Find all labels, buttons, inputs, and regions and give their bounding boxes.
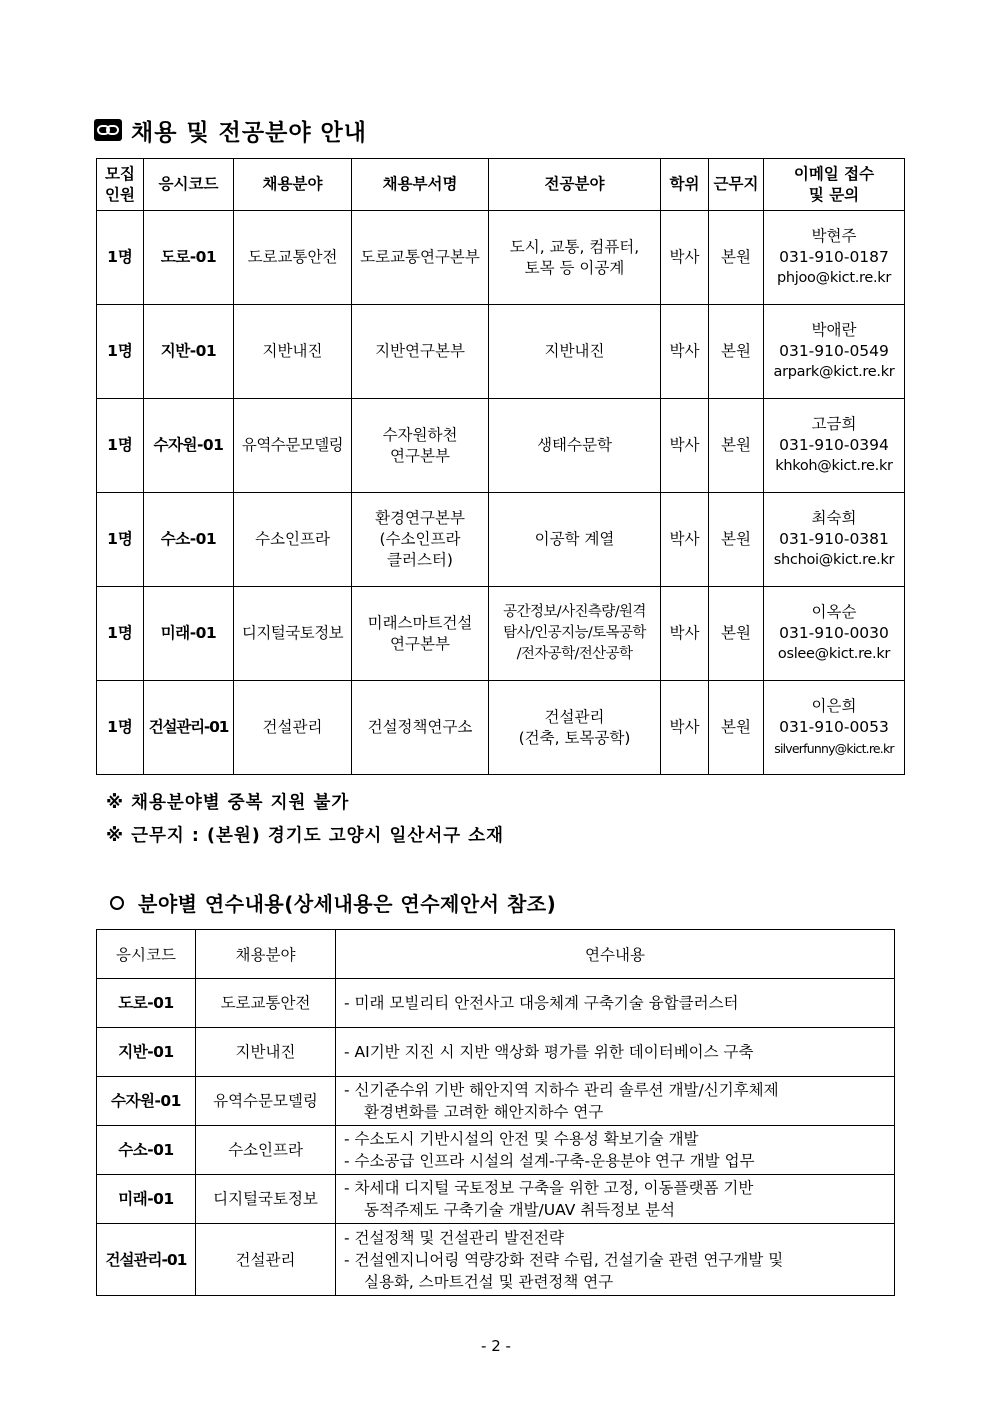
row-contact <box>764 399 905 493</box>
row-count: 1명 <box>97 305 144 399</box>
header-location: 근무지 <box>709 159 764 211</box>
row-dept: 지반연구본부 <box>352 305 489 399</box>
row-code: 수자원-01 <box>97 1077 196 1126</box>
row-count: 1명 <box>97 587 144 681</box>
table-row <box>97 305 905 399</box>
link-icon <box>93 118 123 142</box>
header-field: 채용분야 <box>234 159 352 211</box>
row-field: 지반내진 <box>234 305 352 399</box>
row-field: 도로교통안전 <box>196 979 336 1028</box>
table-row <box>97 1028 895 1077</box>
row-major: 건설관리 (건축, 토목공학) <box>489 681 661 775</box>
recruitment-table <box>96 158 905 775</box>
contact-email[interactable]: khkoh@kict.re.kr <box>775 458 893 474</box>
table-row <box>97 399 905 493</box>
table-row <box>97 979 895 1028</box>
row-location: 본원 <box>709 681 764 775</box>
row-code: 수소-01 <box>97 1126 196 1175</box>
row-count: 1명 <box>97 493 144 587</box>
row-content: - 신기준수위 기반 해안지역 지하수 관리 솔루션 개발/신기후체제 환경변화를 고려한 해안지하수 연구 <box>336 1077 895 1126</box>
row-field: 디지털국토정보 <box>234 587 352 681</box>
row-code: 미래-01 <box>97 1175 196 1224</box>
header-contact: 이메일 접수 및 문의 <box>764 159 905 211</box>
header-code: 응시코드 <box>144 159 234 211</box>
row-code: 도로-01 <box>97 979 196 1028</box>
section2-title <box>110 888 556 917</box>
row-dept: 환경연구본부 (수소인프라 클러스터) <box>352 493 489 587</box>
row-content: - AI기반 지진 시 지반 액상화 평가를 위한 데이터베이스 구축 <box>336 1028 895 1077</box>
row-field: 수소인프라 <box>234 493 352 587</box>
row-code: 건설관리-01 <box>144 681 234 775</box>
contact-name: 박애란 <box>811 321 857 339</box>
row-field: 유역수문모델링 <box>196 1077 336 1126</box>
contact-phone: 031-910-0394 <box>779 436 889 454</box>
row-degree: 박사 <box>661 493 709 587</box>
row-degree: 박사 <box>661 587 709 681</box>
table-row <box>97 211 905 305</box>
header-content: 연수내용 <box>336 930 895 979</box>
row-count: 1명 <box>97 211 144 305</box>
row-count: 1명 <box>97 681 144 775</box>
row-field: 수소인프라 <box>196 1126 336 1175</box>
row-major: 생태수문학 <box>489 399 661 493</box>
row-code: 수소-01 <box>144 493 234 587</box>
row-code: 지반-01 <box>97 1028 196 1077</box>
row-degree: 박사 <box>661 399 709 493</box>
contact-phone: 031-910-0381 <box>779 530 889 548</box>
table-row <box>97 587 905 681</box>
row-count: 1명 <box>97 399 144 493</box>
contact-email[interactable]: arpark@kict.re.kr <box>773 364 895 380</box>
contact-name: 이은희 <box>811 697 857 715</box>
table2-header-row <box>97 930 895 979</box>
table-row <box>97 1077 895 1126</box>
row-contact <box>764 681 905 775</box>
contact-name: 최숙희 <box>811 509 857 527</box>
table-row <box>97 1126 895 1175</box>
row-degree: 박사 <box>661 211 709 305</box>
row-code: 건설관리-01 <box>97 1224 196 1296</box>
contact-email[interactable]: phjoo@kict.re.kr <box>776 270 892 286</box>
table-row <box>97 493 905 587</box>
row-dept: 도로교통연구본부 <box>352 211 489 305</box>
row-location: 본원 <box>709 493 764 587</box>
section1-title-text: 채용 및 전공분야 안내 <box>131 119 367 146</box>
note-no-duplicate: ※ 채용분야별 중복 지원 불가 <box>106 793 350 813</box>
row-code: 미래-01 <box>144 587 234 681</box>
row-contact <box>764 493 905 587</box>
note-location: ※ 근무지 : (본원) 경기도 고양시 일산서구 소재 <box>106 826 505 846</box>
contact-name: 고금희 <box>811 415 857 433</box>
row-major: 도시, 교통, 컴퓨터, 토목 등 이공계 <box>489 211 661 305</box>
page-number: - 2 - <box>481 1337 511 1355</box>
row-contact <box>764 587 905 681</box>
row-content: - 차세대 디지털 국토정보 구축을 위한 고정, 이동플랫폼 기반 동적주제도 구축기술 개발/UAV 취득정보 분석 <box>336 1175 895 1224</box>
row-major: 공간정보/사진측량/원격 탐사/인공지능/토목공학 /전자공학/전산공학 <box>489 587 661 681</box>
contact-email[interactable]: silverfunny@kict.re.kr <box>774 741 894 756</box>
row-field: 디지털국토정보 <box>196 1175 336 1224</box>
contact-email[interactable]: oslee@kict.re.kr <box>777 646 891 662</box>
circle-bullet-icon <box>110 896 124 910</box>
header-field: 채용분야 <box>196 930 336 979</box>
row-code: 도로-01 <box>144 211 234 305</box>
row-location: 본원 <box>709 587 764 681</box>
row-field: 유역수문모델링 <box>234 399 352 493</box>
row-degree: 박사 <box>661 305 709 399</box>
contact-phone: 031-910-0187 <box>779 248 889 266</box>
row-location: 본원 <box>709 305 764 399</box>
header-dept: 채용부서명 <box>352 159 489 211</box>
contact-phone: 031-910-0030 <box>779 624 889 642</box>
table-row <box>97 681 905 775</box>
table-row <box>97 1175 895 1224</box>
row-dept: 미래스마트건설 연구본부 <box>352 587 489 681</box>
row-code: 수자원-01 <box>144 399 234 493</box>
header-degree: 학위 <box>661 159 709 211</box>
header-major: 전공분야 <box>489 159 661 211</box>
row-content: - 건설정책 및 건설관리 발전전략 - 건설엔지니어링 역량강화 전략 수립, 건설기술 관련 연구개발 및 실용화, 스마트건설 및 관련정책 연구 <box>336 1224 895 1296</box>
row-field: 지반내진 <box>196 1028 336 1077</box>
contact-email[interactable]: shchoi@kict.re.kr <box>773 552 895 568</box>
contact-phone: 031-910-0053 <box>779 718 889 736</box>
contact-name: 박현주 <box>811 227 857 245</box>
row-field: 건설관리 <box>234 681 352 775</box>
row-degree: 박사 <box>661 681 709 775</box>
row-major: 지반내진 <box>489 305 661 399</box>
table1-header-row <box>97 159 905 211</box>
row-content: - 미래 모빌리티 안전사고 대응체계 구축기술 융합클러스터 <box>336 979 895 1028</box>
contact-phone: 031-910-0549 <box>779 342 889 360</box>
row-location: 본원 <box>709 399 764 493</box>
header-count: 모집 인원 <box>97 159 144 211</box>
row-location: 본원 <box>709 211 764 305</box>
row-code: 지반-01 <box>144 305 234 399</box>
row-field: 도로교통안전 <box>234 211 352 305</box>
contact-name: 이옥순 <box>811 603 857 621</box>
row-dept: 수자원하천 연구본부 <box>352 399 489 493</box>
section2-title-text: 분야별 연수내용(상세내용은 연수제안서 참조) <box>138 892 557 916</box>
section1-title <box>93 112 367 148</box>
header-code: 응시코드 <box>97 930 196 979</box>
row-contact <box>764 211 905 305</box>
row-contact <box>764 305 905 399</box>
row-content: - 수소도시 기반시설의 안전 및 수용성 확보기술 개발 - 수소공급 인프라 시설의 설계-구축-운용분야 연구 개발 업무 <box>336 1126 895 1175</box>
row-major: 이공학 계열 <box>489 493 661 587</box>
row-dept: 건설정책연구소 <box>352 681 489 775</box>
row-field: 건설관리 <box>196 1224 336 1296</box>
table-row <box>97 1224 895 1296</box>
training-table <box>96 929 895 1296</box>
